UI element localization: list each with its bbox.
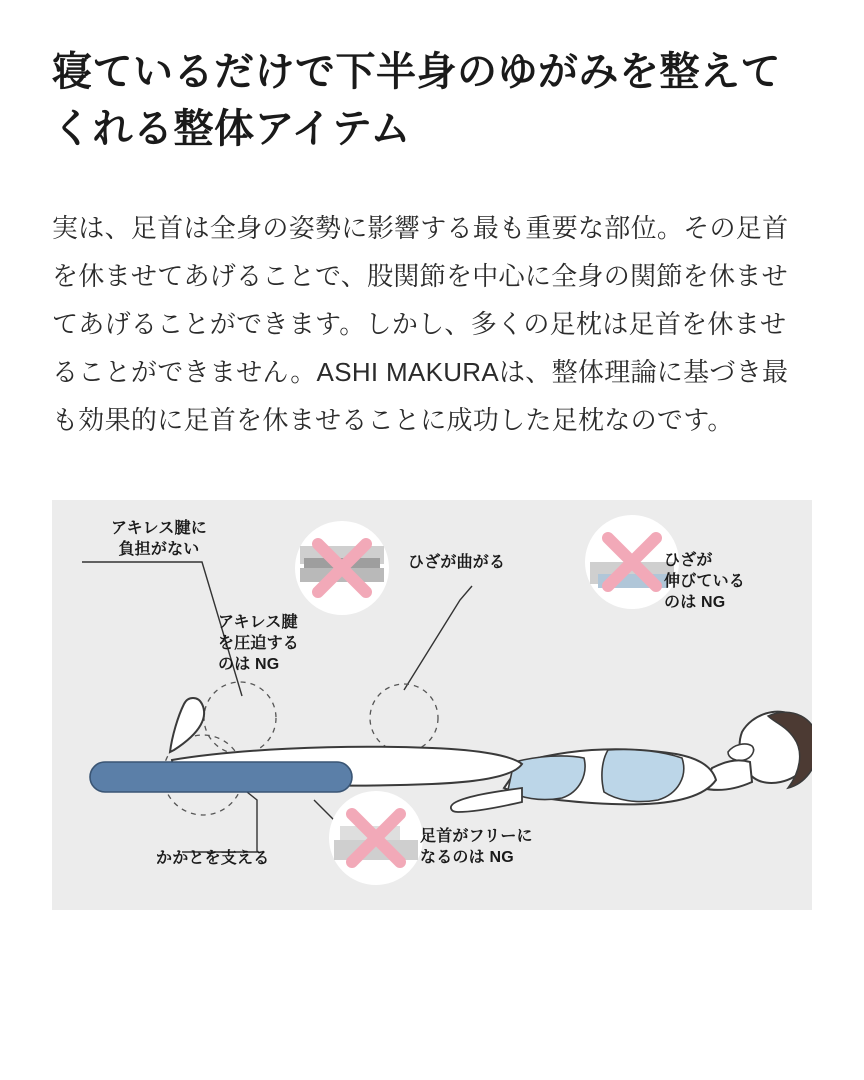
label-knee-ng <box>664 550 794 613</box>
leader-lines <box>82 562 472 852</box>
label-knee-ng-line1: ひざが <box>664 552 713 570</box>
label-achilles-ok-line2: 負担がない <box>118 541 200 559</box>
label-achilles-ng-line3: のは NG <box>218 656 280 674</box>
label-achilles-ok <box>84 518 234 560</box>
inset-ankle-ng <box>330 792 422 884</box>
label-achilles-ng <box>218 612 368 675</box>
illustration-figure <box>52 500 812 910</box>
label-ankle-ng-line2: なるのは NG <box>420 849 514 867</box>
label-knee-ng-line2: 伸びている <box>664 573 746 591</box>
label-achilles-ok-line1: アキレス腱に <box>111 520 207 538</box>
label-achilles-ng-line2: を圧迫する <box>218 635 300 653</box>
label-achilles-ng-line1: アキレス腱 <box>218 614 298 632</box>
ankle-pillow <box>90 762 352 792</box>
label-knee-bend: ひざが曲がる <box>408 554 506 572</box>
reclining-person <box>170 698 812 812</box>
label-knee-ng-line3: のは NG <box>664 594 726 612</box>
label-heel-support: かかとを支える <box>156 850 270 868</box>
page-title: 寝ているだけで下半身のゆがみを整えてくれる整体アイテム <box>52 50 781 151</box>
label-ankle-ng-line1: 足首がフリーに <box>420 828 533 846</box>
article-body: 実は、足首は全身の姿勢に影響する最も重要な部位。その足首を休ませてあげることで、股関節を中心に全身の関節を休ませてあげることができます。しかし、多くの足枕は足首を休ませることができません。ASHI MAKURAは、整体理論に基づき最も効果的に足首を休ませることに成功した足枕なのです。 <box>52 212 789 435</box>
inset-achilles-ng <box>296 522 388 614</box>
label-ankle-ng <box>420 826 620 868</box>
